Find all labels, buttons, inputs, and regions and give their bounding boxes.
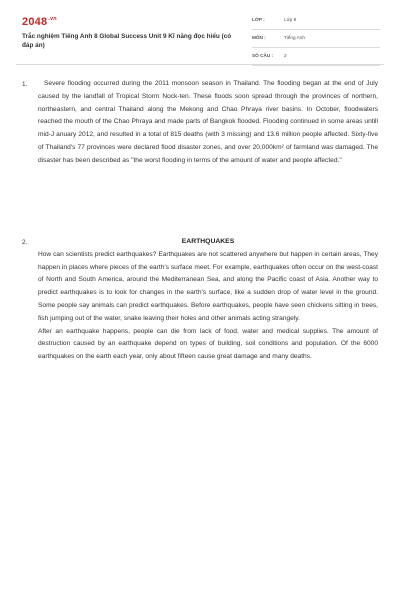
meta-row-subject	[252, 32, 380, 48]
site-logo[interactable]	[22, 16, 57, 28]
question-number: 1.	[22, 81, 28, 88]
meta-row-class	[252, 14, 380, 30]
meta-label-class: LỚP :	[252, 17, 265, 22]
meta-value-subject: Tiếng Anh	[284, 35, 305, 40]
meta-info	[252, 14, 380, 68]
question-paragraph: Severe flooding occurred during the 2011 monsoon season in Thailand. The flooding began at the end of July caused by the landfall of Tropical Storm Nock-ten. These floods soon spread through the provinces of northern, northeastern, and central Thailand along the Mekong and Chao Phraya river basins. In October, floodwaters reached the mouth of the Chao Phraya and made parts of Bangkok flooded. Flooding continued in some areas untill mid-J anuary 2012, and resulted in a total of 815 deaths (with 3 missing) and 13.6 million people affected. Sixty-five of Thailand's 77 provinces were declared flood disaster zones, and over 20,000km² of farmland was damaged. The disaster has been described as "the worst flooding in terms of the amount of water and people affected."	[38, 80, 378, 164]
logo-extension: .vn	[48, 16, 57, 22]
document-title: Trắc nghiệm Tiếng Anh 8 Global Success Unit 9 Kĩ năng đọc hiểu (có đáp án)	[22, 33, 232, 49]
question-paragraph: How can scientists predict earthquakes? Earthquakes are not scattered anywhere but happen in certain areas, They happen in places where pieces of the earth's surface meet. For example, earthquakes often occur on the west-coast of North and South America, around the Mediterranean Sea, and along the Pacific coast of Asia. Another way to predict earthquakes is to look for changes in the earth's surface, like a sudden drop of water level in the ground. Some people say animals can predict earthquakes. Before earthquakes, people have seen chickens sitting in trees, fish jumping out of the water, snake leaving their holes and other animals acting strangely.	[38, 250, 378, 322]
meta-label-count: SỐ CÂU :	[252, 53, 274, 58]
question-body	[38, 236, 378, 364]
page-header	[0, 0, 400, 62]
logo-text: 2048	[22, 16, 48, 28]
meta-value-count: 2	[284, 53, 287, 58]
header-divider	[16, 64, 384, 65]
question-body	[38, 78, 378, 168]
question-number: 2.	[22, 239, 28, 246]
meta-label-subject: MÔN :	[252, 35, 266, 40]
meta-value-class: Lớp 8	[284, 17, 297, 22]
question-paragraph: After an earthquake happens, people can die from lack of food, water and medical supplies. The amount of destruction caused by an earthquake depend on types of building, soil conditions and population. Of the 6000 earthquakes on the earth each year, only about fifteen cause great damage and many deaths.	[38, 327, 378, 361]
question-heading: EARTHQUAKES	[181, 238, 235, 245]
